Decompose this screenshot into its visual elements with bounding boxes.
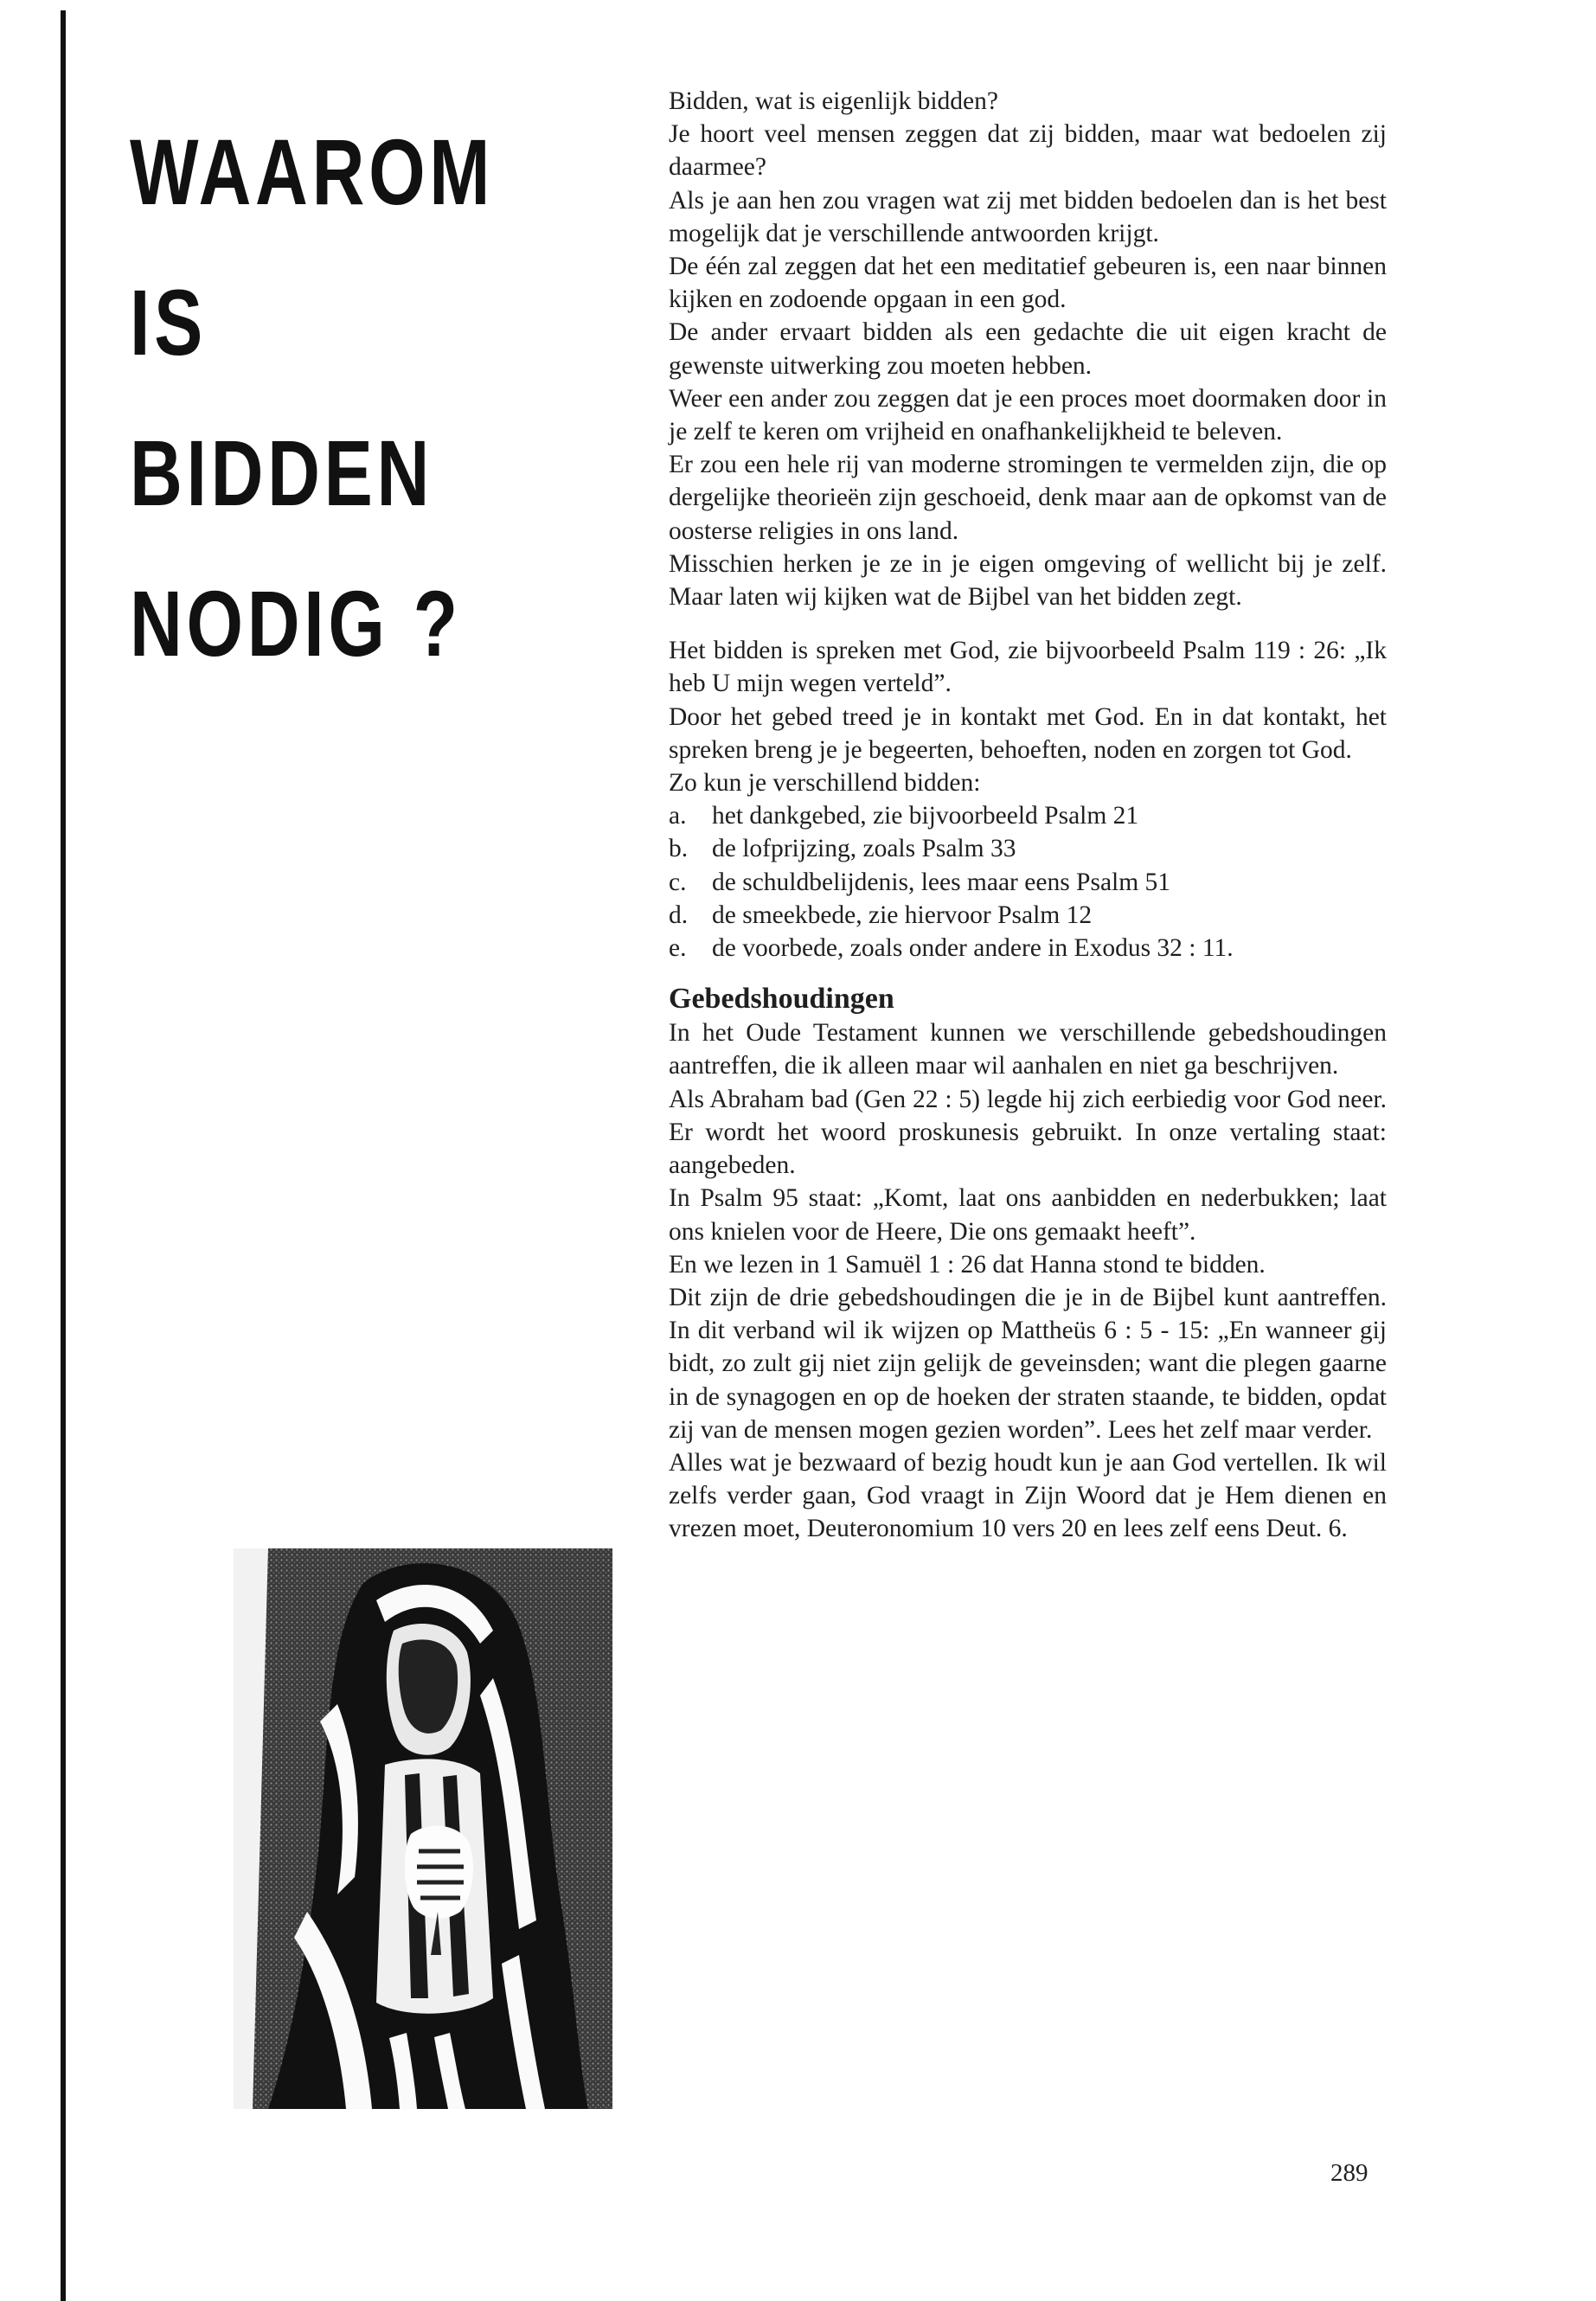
section3-paragraph: In het Oude Testament kunnen we verschillende gebedshoudingen aantreffen, die ik alleen maar wil aanhalen en niet ga beschrijven. bbox=[669, 1019, 1387, 1080]
intro-paragraph: Als je aan hen zou vragen wat zij met bidden bedoelen dan is het best mogelijk dat je verschillende antwoorden krijgt. bbox=[669, 186, 1387, 247]
intro-paragraph: De één zal zeggen dat het een meditatief gebeuren is, een naar binnen kijken en zodoende opgaan in een god. bbox=[669, 253, 1387, 314]
praying-figure-illustration bbox=[234, 1548, 612, 2109]
paragraph-gap bbox=[669, 613, 1387, 634]
section-subheading: Gebedshoudingen bbox=[669, 983, 894, 1016]
list-item bbox=[669, 866, 1387, 899]
list-text: het dankgebed, zie bijvoorbeeld Psalm 21 bbox=[712, 802, 1139, 830]
list-item bbox=[669, 899, 1387, 932]
section3-paragraph: Alles wat je bezwaard of bezig houdt kun je aan God vertellen. Ik wil zelfs verder gaan, God vraagt in Zijn Woord dat je Hem dienen en vrezen moet, Deuteronomium 10 vers 20 en lees zelf eens Deut. 6. bbox=[669, 1448, 1387, 1543]
list-marker: e. bbox=[669, 934, 687, 963]
list-item bbox=[669, 799, 1387, 832]
list-text: de voorbede, zoals onder andere in Exodus 32 : 11. bbox=[712, 934, 1234, 963]
intro-paragraph: Bidden, wat is eigenlijk bidden? bbox=[669, 87, 998, 115]
headline bbox=[130, 121, 528, 723]
intro-paragraph: Misschien herken je ze in je eigen omgeving of wellicht bij je zelf. Maar laten wij kijken wat de Bijbel van het bidden zegt. bbox=[669, 549, 1387, 612]
intro-paragraph: Er zou een hele rij van moderne stromingen te vermelden zijn, die op dergelijke theorieën zijn geschoeid, denk maar aan de opkomst van de oosterse religies in ons land. bbox=[669, 451, 1387, 545]
list-marker: b. bbox=[669, 835, 689, 863]
intro-paragraph: Weer een ander zou zeggen dat je een proces moet doormaken door in je zelf te keren om vrijheid en onafhankelijkheid te beleven. bbox=[669, 384, 1387, 446]
section3-paragraph: Als Abraham bad (Gen 22 : 5) legde hij zich eerbiedig voor God neer. Er wordt het woord proskunesis gebruikt. In onze vertaling staat: aangebeden. bbox=[669, 1085, 1387, 1180]
intro-paragraph: Je hoort veel mensen zeggen dat zij bidden, maar wat bedoelen zij daarmee? bbox=[669, 120, 1387, 182]
prayer-types-list bbox=[669, 799, 1387, 965]
list-text: de schuldbelijdenis, lees maar eens Psalm 51 bbox=[712, 868, 1171, 896]
left-margin-rule bbox=[61, 10, 66, 2301]
section2-paragraph: Het bidden is spreken met God, zie bijvoorbeeld Psalm 119 : 26: „Ik heb U mijn wegen verteld”. bbox=[669, 637, 1387, 698]
list-marker: d. bbox=[669, 901, 689, 929]
section3-paragraph: Dit zijn de drie gebedshoudingen die je in de Bijbel kunt aantreffen. In dit verband wil ik wijzen op Mattheüs 6 : 5 - 15: „En wanneer gij bidt, zo zult gij niet zijn gelijk de geveinsden; want die plegen gaarne in de synagogen en op de hoeken der straten staande, te bidden, opdat zij van de mensen mogen gezien worden”. Lees het zelf maar verder. bbox=[669, 1283, 1387, 1444]
list-text: de smeekbede, zie hiervoor Psalm 12 bbox=[712, 901, 1093, 929]
section2-paragraph: Zo kun je verschillend bidden: bbox=[669, 769, 981, 798]
section3-paragraph: En we lezen in 1 Samuël 1 : 26 dat Hanna stond te bidden. bbox=[669, 1250, 1266, 1279]
list-item bbox=[669, 832, 1387, 865]
article-column bbox=[669, 85, 1387, 1546]
section3-paragraph: In Psalm 95 staat: „Komt, laat ons aanbidden en nederbukken; laat ons knielen voor de Heere, Die ons gemaakt heeft”. bbox=[669, 1184, 1387, 1246]
headline-line-2: IS bbox=[130, 270, 207, 375]
section2-paragraph: Door het gebed treed je in kontakt met God. En in dat kontakt, het spreken breng je je begeerten, behoeften, noden en zorgen tot God. bbox=[669, 702, 1387, 764]
headline-line-3: BIDDEN bbox=[130, 420, 434, 525]
list-item bbox=[669, 932, 1387, 965]
list-text: de lofprijzing, zoals Psalm 33 bbox=[712, 835, 1016, 863]
intro-paragraph: De ander ervaart bidden als een gedachte die uit eigen kracht de gewenste uitwerking zou moeten hebben. bbox=[669, 318, 1387, 380]
headline-line-4: NODIG ? bbox=[130, 571, 462, 676]
headline-line-1: WAAROM bbox=[130, 119, 495, 224]
paragraph-gap bbox=[669, 965, 1387, 982]
list-marker: a. bbox=[669, 802, 687, 830]
page-number: 289 bbox=[1330, 2159, 1368, 2187]
list-marker: c. bbox=[669, 868, 687, 896]
